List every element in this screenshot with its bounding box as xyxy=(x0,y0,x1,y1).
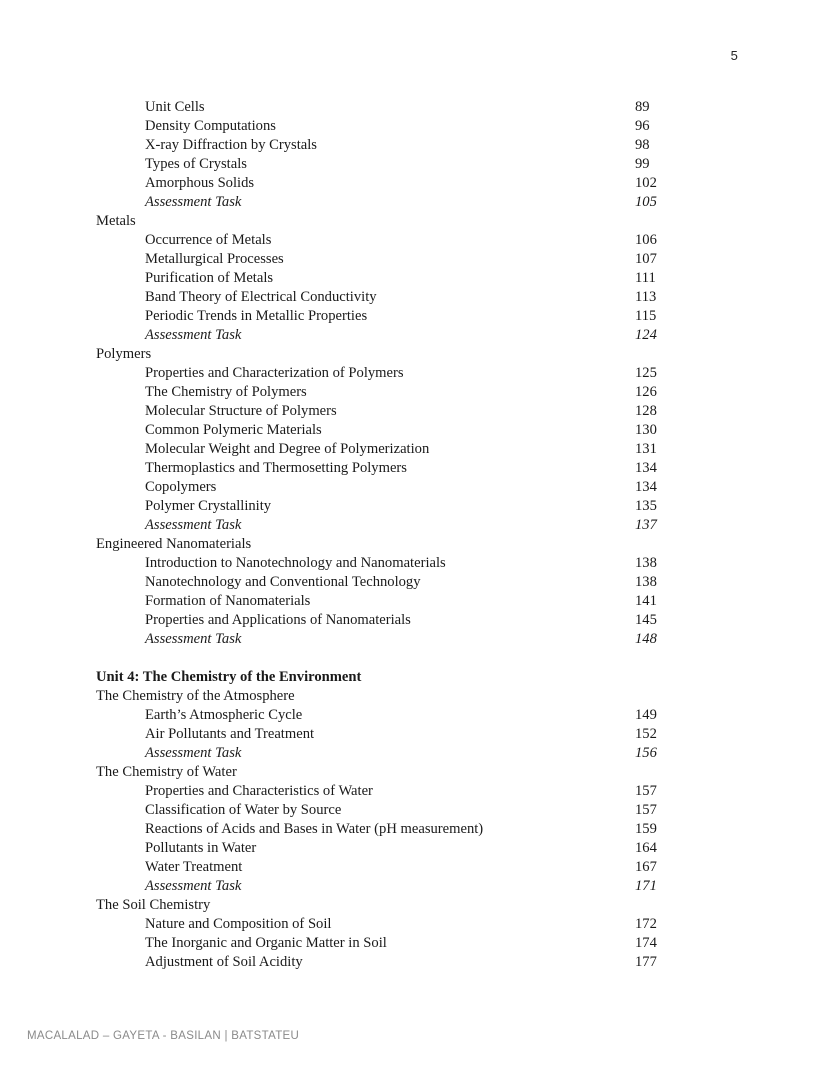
toc-unit-heading[interactable] xyxy=(96,668,756,687)
toc-entry[interactable] xyxy=(96,326,756,345)
toc-entry-page-number: 172 xyxy=(635,916,657,932)
toc-entry-page-number: 98 xyxy=(635,137,650,153)
toc-entry[interactable] xyxy=(96,516,756,535)
toc-entry[interactable] xyxy=(96,630,756,649)
toc-entry[interactable] xyxy=(96,820,756,839)
toc-entry[interactable] xyxy=(96,307,756,326)
toc-entry-page-number: 125 xyxy=(635,365,657,381)
toc-entry[interactable] xyxy=(96,193,756,212)
toc-entry-label: Nature and Composition of Soil xyxy=(145,916,332,932)
toc-entry-page-number: 138 xyxy=(635,574,657,590)
toc-entry-label: Amorphous Solids xyxy=(145,175,255,191)
toc-entry-label: Water Treatment xyxy=(145,859,243,875)
toc-entry-page-number: 167 xyxy=(635,859,657,875)
toc-entry[interactable] xyxy=(96,554,756,573)
toc-entry[interactable] xyxy=(96,858,756,877)
toc-entry-label: Formation of Nanomaterials xyxy=(145,593,311,609)
toc-entry-label: Properties and Characteristics of Water xyxy=(145,783,373,799)
toc-entry-label: Reactions of Acids and Bases in Water (pH measurement) xyxy=(145,821,484,837)
toc-entry-page-number: 177 xyxy=(635,954,657,970)
toc-entry-page-number: 159 xyxy=(635,821,657,837)
toc-section-heading[interactable] xyxy=(96,345,756,364)
toc-entry-page-number: 149 xyxy=(635,707,657,723)
toc-entry-page-number: 106 xyxy=(635,232,657,248)
toc-entry-page-number: 134 xyxy=(635,479,657,495)
toc-entry-page-number: 134 xyxy=(635,460,657,476)
toc-entry[interactable] xyxy=(96,421,756,440)
toc-entry-page-number: 138 xyxy=(635,555,657,571)
toc-entry-label: Band Theory of Electrical Conductivity xyxy=(145,289,377,305)
toc-entry-page-number: 152 xyxy=(635,726,657,742)
toc-entry[interactable] xyxy=(96,725,756,744)
toc-entry-page-number: 89 xyxy=(635,99,650,115)
toc-section-heading[interactable] xyxy=(96,763,756,782)
toc-entry[interactable] xyxy=(96,117,756,136)
toc-entry-label: Assessment Task xyxy=(145,631,242,647)
toc-entry-page-number: 157 xyxy=(635,783,657,799)
toc-entry-label: Air Pollutants and Treatment xyxy=(145,726,315,742)
toc-section-heading[interactable] xyxy=(96,896,756,915)
toc-entry[interactable] xyxy=(96,611,756,630)
toc-entry[interactable] xyxy=(96,934,756,953)
toc-entry-label: Pollutants in Water xyxy=(145,840,257,856)
toc-entry-label: Properties and Applications of Nanomaterials xyxy=(145,612,411,628)
toc-entry-label: Assessment Task xyxy=(145,194,242,210)
toc-entry-label: The Inorganic and Organic Matter in Soil xyxy=(145,935,387,951)
toc-entry-page-number: 130 xyxy=(635,422,657,438)
toc-entry-page-number: 113 xyxy=(635,289,657,305)
toc-entry-label: Assessment Task xyxy=(145,745,242,761)
toc-entry-label: Periodic Trends in Metallic Properties xyxy=(145,308,368,324)
toc-entry[interactable] xyxy=(96,801,756,820)
toc-entry[interactable] xyxy=(96,915,756,934)
toc-entry[interactable] xyxy=(96,744,756,763)
toc-entry-page-number: 145 xyxy=(635,612,657,628)
toc-entry-page-number: 141 xyxy=(635,593,657,609)
table-of-contents xyxy=(96,98,756,972)
page-number: 5 xyxy=(730,48,738,63)
toc-entry[interactable] xyxy=(96,478,756,497)
toc-entry-page-number: 131 xyxy=(635,441,657,457)
toc-entry[interactable] xyxy=(96,98,756,117)
toc-entry[interactable] xyxy=(96,953,756,972)
toc-entry[interactable] xyxy=(96,136,756,155)
toc-entry[interactable] xyxy=(96,573,756,592)
toc-entry-page-number: 99 xyxy=(635,156,650,172)
toc-entry-label: Polymers xyxy=(96,346,152,362)
toc-entry-page-number: 135 xyxy=(635,498,657,514)
toc-entry-label: Common Polymeric Materials xyxy=(145,422,322,438)
toc-entry[interactable] xyxy=(96,459,756,478)
toc-entry-page-number: 107 xyxy=(635,251,657,267)
toc-entry-label: Density Computations xyxy=(145,118,276,134)
toc-entry-label: Metallurgical Processes xyxy=(145,251,284,267)
page-footer: MACALALAD – GAYETA - BASILAN | BATSTATEU xyxy=(27,1030,300,1042)
toc-entry-label: Assessment Task xyxy=(145,878,242,894)
toc-entry-label: Assessment Task xyxy=(145,517,242,533)
toc-entry-label: Engineered Nanomaterials xyxy=(96,536,252,552)
toc-entry-page-number: 148 xyxy=(635,631,657,647)
toc-entry-label: Molecular Structure of Polymers xyxy=(145,403,337,419)
toc-entry-label: Unit 4: The Chemistry of the Environment xyxy=(96,669,362,685)
toc-entry-label: Introduction to Nanotechnology and Nanomaterials xyxy=(145,555,446,571)
toc-entry[interactable] xyxy=(96,269,756,288)
toc-entry[interactable] xyxy=(96,440,756,459)
toc-entry-label: Earth’s Atmospheric Cycle xyxy=(145,707,303,723)
toc-spacer xyxy=(96,649,756,668)
toc-entry[interactable] xyxy=(96,877,756,896)
toc-entry-label: The Chemistry of the Atmosphere xyxy=(96,688,295,704)
toc-entry-label: Purification of Metals xyxy=(145,270,274,286)
toc-entry-label: Molecular Weight and Degree of Polymerization xyxy=(145,441,430,457)
toc-entry-page-number: 164 xyxy=(635,840,657,856)
toc-entry-label: Nanotechnology and Conventional Technology xyxy=(145,574,421,590)
toc-entry-label: Unit Cells xyxy=(145,99,205,115)
toc-entry-page-number: 174 xyxy=(635,935,657,951)
toc-entry-label: X-ray Diffraction by Crystals xyxy=(145,137,317,153)
toc-entry[interactable] xyxy=(96,497,756,516)
toc-entry[interactable] xyxy=(96,839,756,858)
toc-entry-label: Adjustment of Soil Acidity xyxy=(145,954,303,970)
toc-entry-page-number: 115 xyxy=(635,308,657,324)
toc-entry-page-number: 111 xyxy=(635,270,656,286)
toc-entry-label: Thermoplastics and Thermosetting Polymers xyxy=(145,460,407,476)
toc-entry-page-number: 102 xyxy=(635,175,657,191)
toc-entry-label: The Chemistry of Water xyxy=(96,764,237,780)
toc-entry[interactable] xyxy=(96,155,756,174)
toc-entry[interactable] xyxy=(96,364,756,383)
toc-entry-label: Polymer Crystallinity xyxy=(145,498,272,514)
toc-entry-page-number: 105 xyxy=(635,194,657,210)
toc-entry-page-number: 126 xyxy=(635,384,657,400)
toc-entry-page-number: 157 xyxy=(635,802,657,818)
toc-entry[interactable] xyxy=(96,706,756,725)
toc-entry-page-number: 96 xyxy=(635,118,650,134)
toc-entry-label: Classification of Water by Source xyxy=(145,802,342,818)
toc-entry[interactable] xyxy=(96,231,756,250)
toc-entry-label: Occurrence of Metals xyxy=(145,232,272,248)
toc-entry-label: The Soil Chemistry xyxy=(96,897,211,913)
toc-section-heading[interactable] xyxy=(96,535,756,554)
toc-section-heading[interactable] xyxy=(96,212,756,231)
toc-entry-page-number: 128 xyxy=(635,403,657,419)
toc-entry-page-number: 137 xyxy=(635,517,657,533)
toc-entry-page-number: 156 xyxy=(635,745,657,761)
toc-entry-label: Types of Crystals xyxy=(145,156,247,172)
toc-entry[interactable] xyxy=(96,383,756,402)
toc-entry-page-number: 171 xyxy=(635,878,657,894)
toc-entry-label: Metals xyxy=(96,213,136,229)
toc-entry-label: Properties and Characterization of Polymers xyxy=(145,365,404,381)
toc-entry-page-number: 124 xyxy=(635,327,657,343)
toc-section-heading[interactable] xyxy=(96,687,756,706)
toc-entry[interactable] xyxy=(96,592,756,611)
toc-entry[interactable] xyxy=(96,250,756,269)
toc-entry[interactable] xyxy=(96,402,756,421)
toc-entry[interactable] xyxy=(96,174,756,193)
toc-entry-label: Copolymers xyxy=(145,479,217,495)
toc-entry-label: The Chemistry of Polymers xyxy=(145,384,307,400)
toc-entry[interactable] xyxy=(96,288,756,307)
toc-entry-label: Assessment Task xyxy=(145,327,242,343)
toc-entry[interactable] xyxy=(96,782,756,801)
